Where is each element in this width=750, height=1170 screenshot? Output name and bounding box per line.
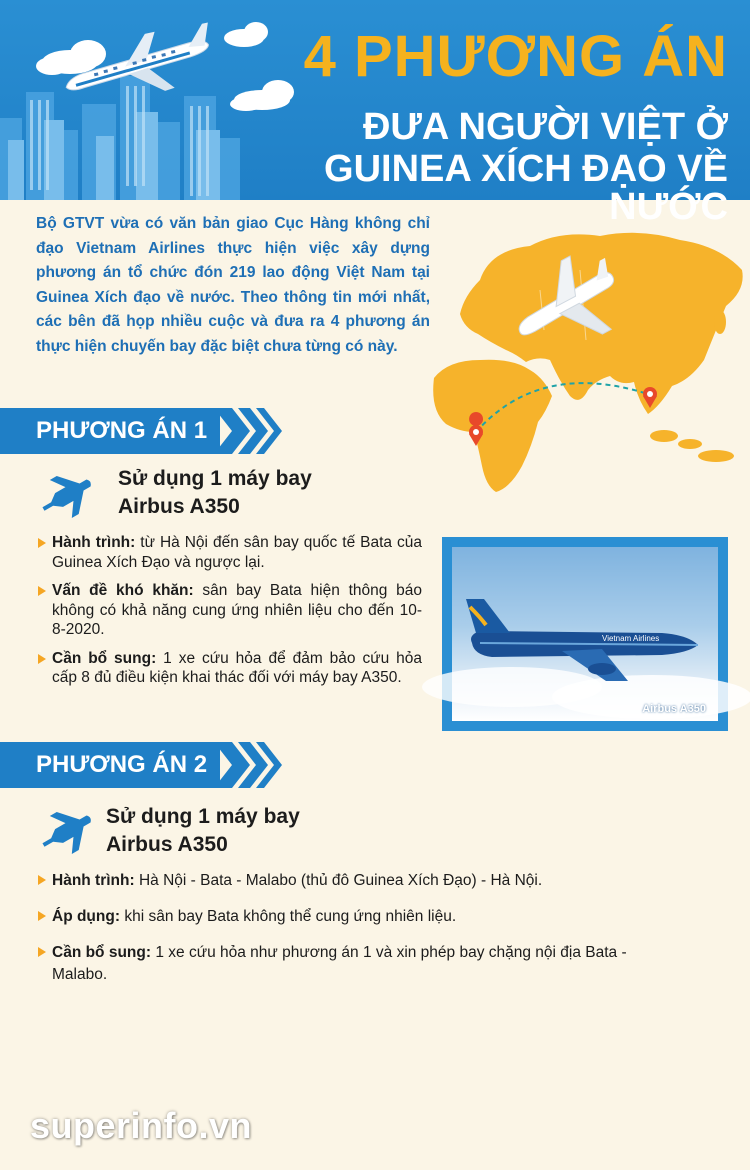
airplane-icon: [36, 464, 96, 520]
option2-bullet-list: [36, 870, 666, 1000]
list-item: [36, 649, 422, 688]
vietnam-airlines-plane-image: [452, 547, 718, 721]
option2-title-line1: Sử dụng 1 máy bay: [106, 805, 300, 828]
bullet-label: Cần bổ sung:: [52, 944, 152, 961]
bullet-label: Vấn đề khó khăn:: [52, 582, 194, 599]
option2-banner-label: PHƯƠNG ÁN 2: [36, 751, 208, 778]
bullet-text: 1 xe cứu hỏa để đảm bảo cứu hỏa cấp 8 đủ điều kiện khai thác đối với máy bay A350.: [52, 649, 422, 686]
chevron-double-right-icon: [214, 408, 284, 454]
option2-banner: [0, 742, 290, 788]
option1-title-line1: Sử dụng 1 máy bay: [118, 467, 312, 490]
intro-paragraph: Bộ GTVT vừa có văn bản giao Cục Hàng không chỉ đạo Vietnam Airlines thực hiện việc xây dựng phương án tổ chức đón 219 lao động Việt Nam tại Guinea Xích đạo về nước. Theo thông tin mới nhất, các bên đã họp nhiều cuộc và đưa ra 4 phương án thực hiện chuyến bay đặc biệt chưa từng có này.: [36, 215, 430, 355]
photo-caption: Airbus A350: [642, 703, 706, 715]
option2-title-line2: Airbus A350: [106, 833, 228, 856]
header-banner: [0, 0, 750, 228]
world-map-illustration: [420, 210, 750, 500]
watermark: superinfo.vn: [30, 1105, 253, 1146]
bullet-text: sân bay Bata hiện thông báo không có khả năng cung ứng nhiên liệu cho đến 10-8-2020.: [52, 582, 422, 638]
option1-banner: [0, 408, 290, 454]
option1-title-line2: Airbus A350: [118, 495, 240, 518]
bullet-label: Hành trình:: [52, 534, 136, 551]
page-subtitle-line2: GUINEA XÍCH ĐẠO VỀ NƯỚC: [324, 148, 728, 228]
list-item: [36, 870, 666, 892]
airbus-a350-photo: [442, 537, 728, 731]
list-item: [36, 581, 422, 640]
bullet-text: 1 xe cứu hỏa như phương án 1 và xin phép bay chặng nội địa Bata - Malabo.: [52, 944, 627, 983]
list-item: [36, 533, 422, 572]
chevron-double-right-icon: [214, 742, 284, 788]
option1-banner-label: PHƯƠNG ÁN 1: [36, 417, 208, 444]
bullet-label: Hành trình:: [52, 872, 135, 889]
svg-text:Vietnam Airlines: Vietnam Airlines: [602, 634, 660, 643]
bullet-text: Hà Nội - Bata - Malabo (thủ đô Guinea Xích Đạo) - Hà Nội.: [134, 872, 543, 889]
page-title: 4 PHƯƠNG ÁN: [303, 24, 728, 89]
bullet-label: Áp dụng:: [52, 908, 121, 925]
airplane-icon: [36, 800, 96, 856]
bullet-label: Cần bổ sung:: [52, 649, 157, 667]
option1-bullet-list: [36, 533, 422, 697]
page-subtitle-line1: ĐƯA NGƯỜI VIỆT Ở: [362, 106, 728, 148]
bullet-text: khi sân bay Bata không thể cung ứng nhiên liệu.: [120, 908, 457, 925]
list-item: [36, 906, 666, 928]
bullet-text: từ Hà Nội đến sân bay quốc tế Bata của Guinea Xích Đạo và ngược lại.: [52, 534, 423, 571]
list-item: [36, 942, 666, 986]
